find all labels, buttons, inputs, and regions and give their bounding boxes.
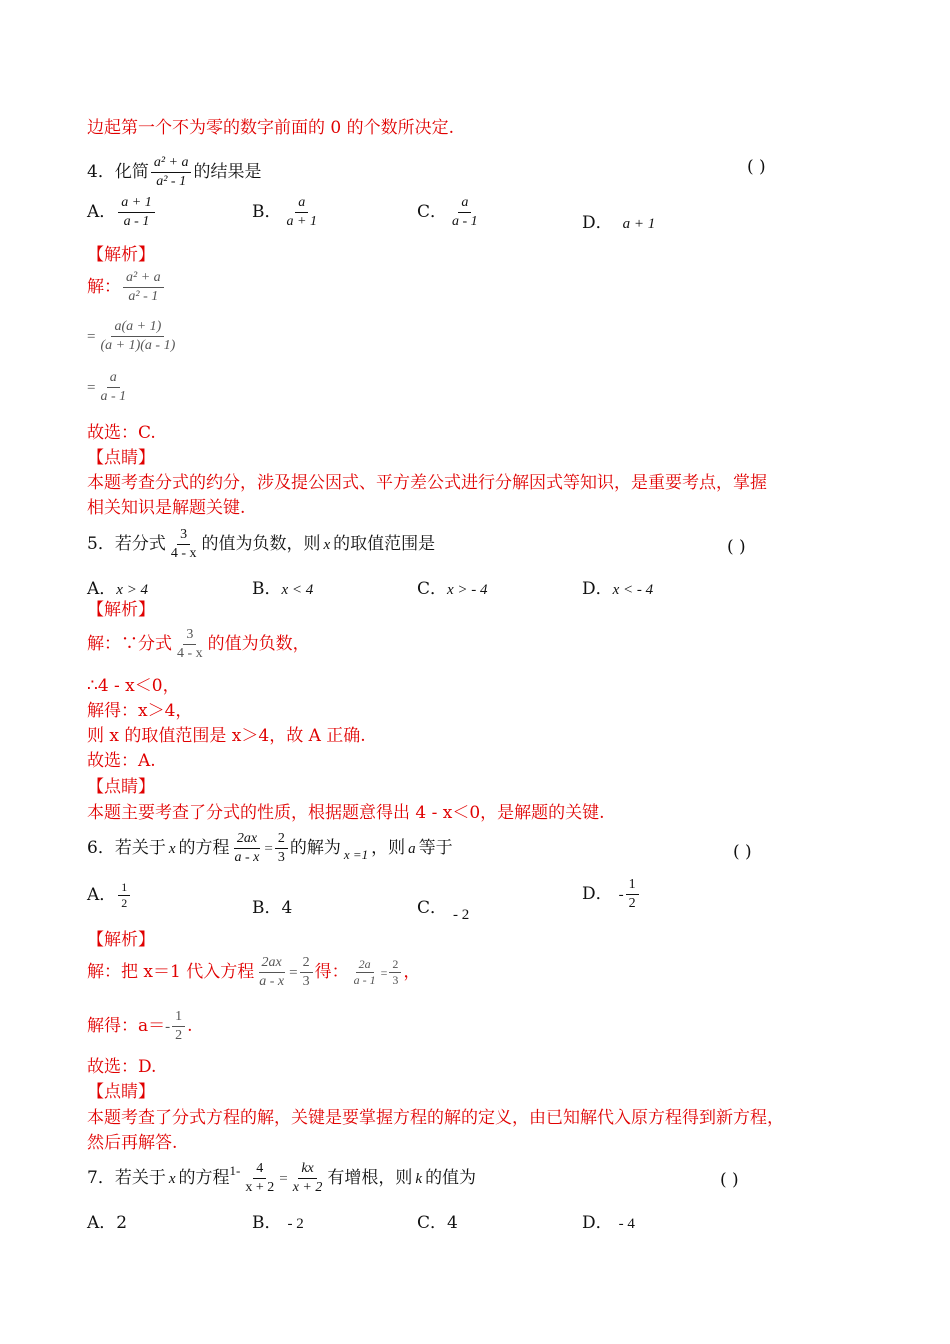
q7-option-c: C．4: [417, 1213, 458, 1233]
q5-answer: 故选：A.: [87, 751, 156, 771]
q5-comment-line1: 本题主要考查了分式的性质，根据题意得出 4 - x＜0，是解题的关键.: [87, 803, 605, 823]
continuation-line: 边起第一个不为零的数字前面的 0 的个数所决定.: [87, 118, 455, 138]
q4-stem-pre: 4．化简: [87, 162, 149, 182]
question-4-stem: [87, 154, 261, 191]
q5-comment-title: 【点睛】: [87, 777, 155, 797]
q4-option-c: C． $\frac{a}{a - 1}$: [417, 195, 478, 229]
q6-solution-line1: 解：把 x＝1 代入方程 $\frac{2ax}{a - x}$ = $\frac{2}{3}$ 得： $\frac{2a}{a - 1}$ = $\frac{2}{3}$ ，: [87, 955, 421, 989]
q4-fraction: $\frac{\text{a² + a}}{\text{a² - 1}}$: [151, 154, 192, 191]
q4-option-d: D． a + 1: [582, 213, 656, 233]
q4-solution-step1: 解： $\frac{\text{a² + a}}{\text{a² - 1}}$: [87, 269, 166, 306]
q4-option-a: A． $\frac{a + 1}{a - 1}$: [87, 194, 157, 231]
q5-option-b: B．x < 4: [252, 579, 314, 599]
q5-answer-paren: ( ): [727, 537, 746, 557]
q5-solution-line2: ∴4 - x＜0，: [87, 676, 180, 696]
q6-answer-paren: ( ): [733, 842, 752, 862]
q6-solution-line2: 解得：a＝- $\frac{1}{2}$ .: [87, 1009, 193, 1043]
q6-comment-line1: 本题考查了分式方程的解，关键是要掌握方程的解的定义，由已知解代入原方程得到新方程，: [87, 1108, 784, 1128]
q4-comment-line2: 相关知识是解题关键.: [87, 498, 246, 518]
q7-option-d: D． - 4: [582, 1213, 635, 1233]
q5-fraction: $\frac{3}{4 - x}$: [170, 527, 197, 561]
q4-option-b: B． $\frac{a}{a + 1}$: [252, 195, 317, 229]
question-6-stem: 6．若关于 x 的方程 $\frac{2ax}{a - x}$ = $\frac{2}{3}$ 的解为 $_{x =1}$ ，则 a 等于: [87, 831, 453, 865]
q4-comment-line1: 本题考查分式的约分，涉及提公因式、平方差公式进行分解因式等知识，是重要考点，掌握: [87, 473, 767, 493]
q5-solution-line4: 则 x 的取值范围是 x＞4，故 A 正确.: [87, 726, 366, 746]
q4-analysis-title: 【解析】: [87, 245, 155, 265]
q4-solution-step3: = $\frac{a}{a - 1}$: [87, 370, 127, 404]
q4-answer: 故选：C.: [87, 423, 156, 443]
q5-analysis-title: 【解析】: [87, 600, 155, 620]
q7-option-b: B． - 2: [252, 1213, 304, 1233]
q5-option-c: C．x > - 4: [417, 579, 488, 599]
q6-answer: 故选：D.: [87, 1057, 157, 1077]
q4-answer-paren: ( ): [747, 157, 766, 177]
q5-solution-line1: 解：∵分式 $\frac{3}{4 - x}$ 的值为负数，: [87, 627, 310, 661]
q6-option-a: A． $\frac{1}{2}$: [87, 880, 132, 911]
q5-option-d: D．x < - 4: [582, 579, 654, 599]
question-7-stem: 7．若关于 x 的方程$^{1-}$ $\frac{4}{x + 2}$ = $\frac{kx}{x + 2}$ 有增根，则 k 的值为: [87, 1161, 477, 1195]
q4-solution-step2: = $\frac{a(a + 1)}{(a + 1)(a - 1)}$: [87, 319, 176, 353]
q6-option-b: B．4: [252, 898, 293, 918]
q4-stem-post: 的结果是: [193, 162, 262, 182]
q6-option-c: C． - 2: [417, 898, 470, 923]
q5-option-a: A．x > 4: [87, 579, 149, 599]
q6-option-d: D． - $\frac{1}{2}$: [582, 876, 641, 913]
q6-comment-line2: 然后再解答.: [87, 1133, 178, 1153]
q6-analysis-title: 【解析】: [87, 930, 155, 950]
q7-option-a: A．2: [87, 1213, 128, 1233]
q6-comment-title: 【点睛】: [87, 1082, 155, 1102]
q7-answer-paren: ( ): [720, 1170, 739, 1190]
question-5-stem: 5．若分式 $\frac{3}{4 - x}$ 的值为负数，则 x 的取值范围是: [87, 527, 436, 561]
q5-solution-line3: 解得：x＞4，: [87, 701, 193, 721]
q4-comment-title: 【点睛】: [87, 448, 155, 468]
